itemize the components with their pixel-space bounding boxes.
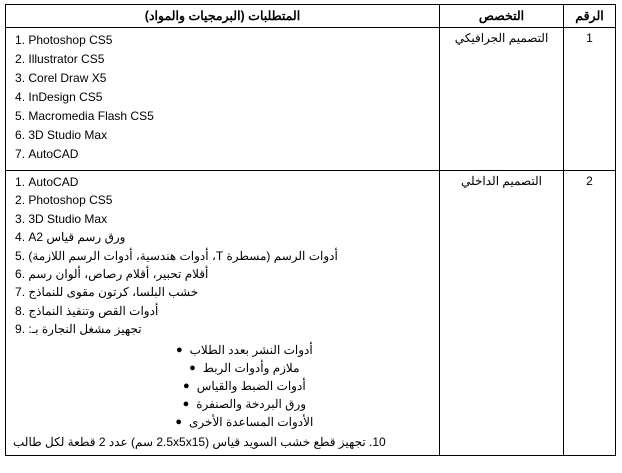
list-item: خشب البلسا، كرتون مقوى للنماذج .7 <box>15 285 199 300</box>
list-item: أدوات الرسم (مسطرة T، أدوات هندسية، أدوات الرسم اللازمة) .5 <box>15 248 338 263</box>
list-item: Corel Draw X5 .3 <box>15 71 107 85</box>
row-number: 1 <box>564 28 616 171</box>
table-body <box>6 28 616 456</box>
list-item: AutoCAD .7 <box>15 147 79 161</box>
list-item: Illustrator CS5 .2 <box>15 52 105 66</box>
list-item: أدوات النشر بعدد الطلاب ● <box>11 341 434 359</box>
column-header-specialization: التخصص <box>440 5 564 28</box>
list-item: أدوات الضبط والقياس ● <box>11 377 434 395</box>
list-item: 3D Studio Max .6 <box>15 128 108 142</box>
row-requirements <box>6 28 440 171</box>
list-item: الأدوات المساعدة الأخرى ● <box>11 413 434 431</box>
list-item: Photoshop CS5 .2 <box>15 193 113 208</box>
list-item: تجهيز مشغل النجارة بـ: .9 <box>15 322 142 337</box>
list-item: ملازم وأدوات الربط ● <box>11 359 434 377</box>
list-item: أدوات القص وتنفيذ النماذج .8 <box>15 303 159 318</box>
list-item: AutoCAD .1 <box>15 175 79 189</box>
bullet-icon: ● <box>182 398 190 411</box>
list-item: Photoshop CS5 .1 <box>15 33 113 47</box>
bullet-icon: ● <box>189 362 196 375</box>
list-item: ورق رسم قياس A2 .4 <box>15 230 126 245</box>
column-header-number: الرقم <box>564 5 616 28</box>
bullet-icon: ● <box>175 344 183 357</box>
list-item-last: 10. تجهيز قطع خشب السويد قياس (2.5x5x15 سم) عدد 2 قطعة لكل طالب <box>13 434 386 449</box>
row-specialization: التصميم الداخلي <box>440 171 564 456</box>
bullet-icon: ● <box>175 416 183 429</box>
row-requirements <box>6 171 440 456</box>
table-row <box>6 28 616 171</box>
list-item: Macromedia Flash CS5 .5 <box>15 109 154 123</box>
list-item: InDesign CS5 .4 <box>15 90 103 104</box>
bullet-icon: ● <box>183 380 190 393</box>
table-header-row <box>6 5 616 28</box>
list-item: أقلام تحبير، أقلام رصاص، ألوان رسم .6 <box>15 266 209 281</box>
sub-requirements-list <box>11 341 434 431</box>
row-specialization: التصميم الجرافيكي <box>440 28 564 171</box>
row-number: 2 <box>564 171 616 456</box>
requirements-list <box>11 31 434 163</box>
table-header <box>6 5 616 28</box>
list-item: 3D Studio Max .3 <box>15 211 108 226</box>
column-header-requirements: المتطلبات (البرمجيات والمواد) <box>6 5 440 28</box>
requirements-list <box>11 174 434 339</box>
requirements-table <box>5 4 616 456</box>
table-row <box>6 171 616 456</box>
list-item: ورق البردخة والصنفرة ● <box>11 395 434 413</box>
